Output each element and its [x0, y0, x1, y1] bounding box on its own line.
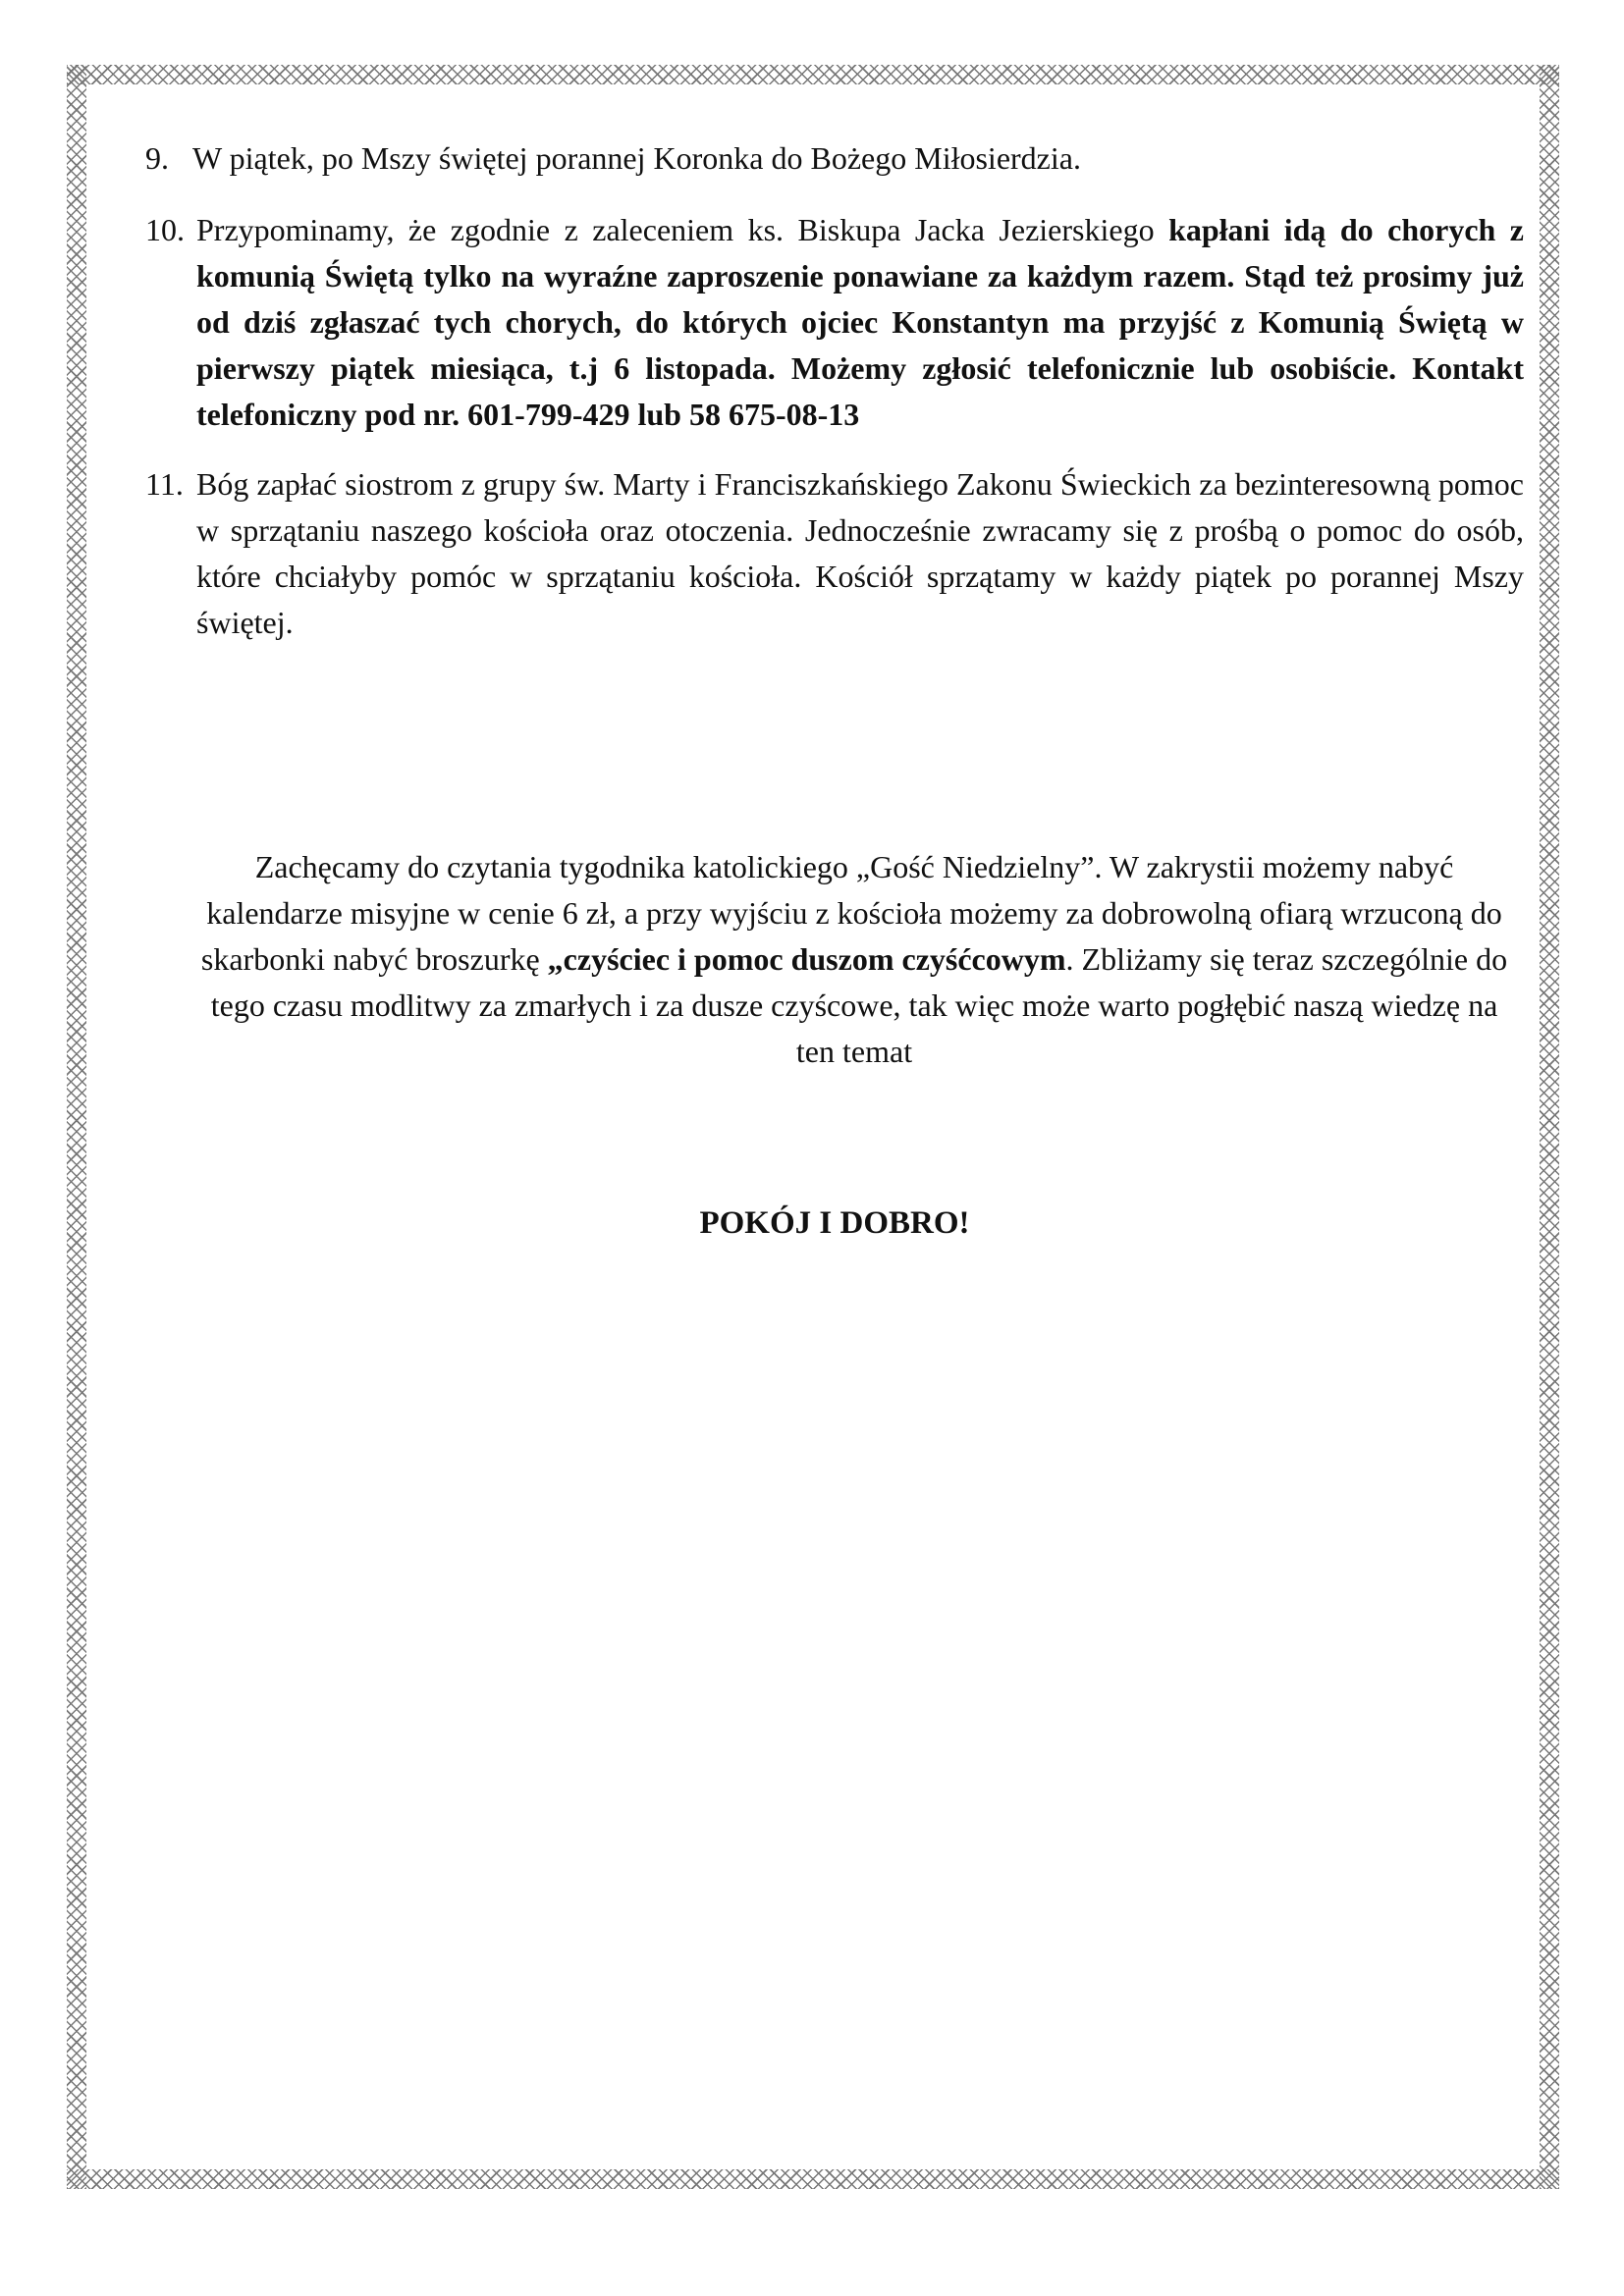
- page-border-right: [1540, 65, 1559, 2189]
- item-number: 9.: [145, 140, 169, 176]
- item-number: 11.: [145, 466, 184, 502]
- item-text-bold: kapłani idą do chorych z komunią Świętą tylko na wyraźne zaproszenie ponawiane za każdym razem. Stąd też prosimy już od dziś zgłaszać tych chorych, do których ojciec Konstantyn ma przyjść z Komunią Świętą w pierwszy piątek miesiąca, t.j 6 listopada. Możemy zgłosić telefonicznie lub osobiście. Kontakt telefoniczny pod nr. 601-799-429 lub 58 675-08-13: [196, 212, 1525, 432]
- page-border-left: [67, 65, 86, 2189]
- announcement-item-10: [145, 207, 1524, 438]
- notice-text: Zachęcamy do czytania tygodnika katolickiego „Gość Niedzielny”. W zakrystii możemy nabyć kalendarze misyjne w cenie 6 zł, a przy wyjściu z kościoła możemy za dobrowolną ofiarą wrzuconą do skarbonki nabyć broszurkę: [200, 849, 1502, 977]
- item-number: 10.: [145, 212, 185, 247]
- item-body: [145, 207, 1524, 438]
- notice-paragraph: [196, 844, 1512, 1075]
- item-text: Przypominamy, że zgodnie z zaleceniem ks. Biskupa Jacka Jezierskiego: [196, 212, 1169, 247]
- notice-text-end: . Zbliżamy się teraz szczególnie do tego czasu modlitwy za zmarłych i za dusze czyścowe, tak więc może warto pogłębić naszą wiedzę na ten temat: [210, 941, 1508, 1069]
- announcement-item-11: [145, 461, 1524, 646]
- notice-text-bold: „czyściec i pomoc duszom czyśćcowym: [547, 941, 1066, 977]
- item-text: Bóg zapłać siostrom z grupy św. Marty i Franciszkańskiego Zakonu Świeckich za bezinteresowną pomoc w sprzątaniu naszego kościoła oraz otoczenia. Jednocześnie zwracamy się z prośbą o pomoc do osób, które chciałyby pomóc w sprzątaniu kościoła. Kościół sprzątamy w każdy piątek po porannej Mszy świętej.: [196, 466, 1524, 640]
- closing-greeting: POKÓJ I DOBRO!: [699, 1205, 970, 1241]
- page-border-top: [67, 65, 1559, 84]
- announcement-item-9: [145, 135, 1524, 182]
- page-border-bottom: [67, 2169, 1559, 2189]
- announcements-list: [145, 135, 1524, 646]
- item-text: W piątek, po Mszy świętej porannej Koronka do Bożego Miłosierdzia.: [192, 140, 1081, 176]
